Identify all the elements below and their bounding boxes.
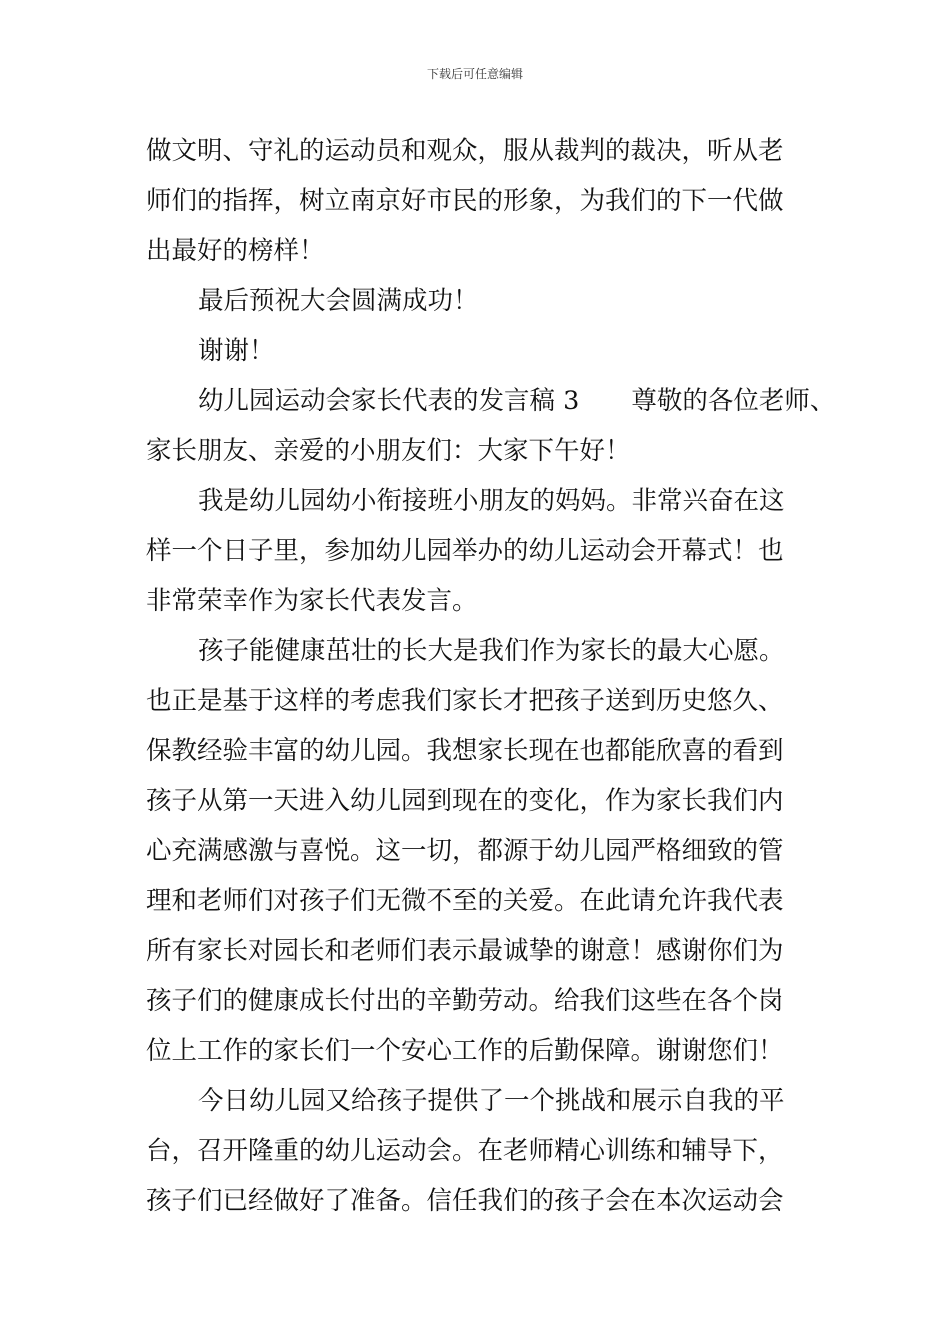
text-line: 理和老师们对孩子们无微不至的关爱。在此请允许我代表 — [146, 886, 784, 916]
text-line: 也正是基于这样的考虑我们家长才把孩子送到历史悠久、 — [146, 686, 784, 716]
text-line: 谢谢！ — [198, 336, 275, 366]
text-line: 我是幼儿园幼小衔接班小朋友的妈妈。非常兴奋在这 — [198, 486, 785, 516]
salutation-start: 尊敬的各位老师、 — [631, 386, 836, 416]
text-line: 今日幼儿园又给孩子提供了一个挑战和展示自我的平 — [198, 1086, 785, 1116]
text-line: 保教经验丰富的幼儿园。我想家长现在也都能欣喜的看到 — [146, 736, 784, 766]
text-line: 非常荣幸作为家长代表发言。 — [146, 586, 478, 616]
text-line: 做文明、守礼的运动员和观众，服从裁判的裁决，听从老 — [146, 136, 784, 166]
text-line: 孩子们的健康成长付出的辛勤劳动。给我们这些在各个岗 — [146, 986, 784, 1016]
heading-line — [146, 376, 836, 426]
text-line: 孩子们已经做好了准备。信任我们的孩子会在本次运动会 — [146, 1186, 784, 1216]
document-body — [146, 126, 836, 1226]
text-line: 家长朋友、亲爱的小朋友们：大家下午好！ — [146, 436, 631, 466]
text-line: 位上工作的家长们一个安心工作的后勤保障。谢谢您们！ — [146, 1036, 784, 1066]
text-line: 样一个日子里，参加幼儿园举办的幼儿运动会开幕式！也 — [146, 536, 784, 566]
text-line: 孩子从第一天进入幼儿园到现在的变化，作为家长我们内 — [146, 786, 784, 816]
text-line: 心充满感激与喜悦。这一切，都源于幼儿园严格细致的管 — [146, 836, 784, 866]
text-line: 台，召开隆重的幼儿运动会。在老师精心训练和辅导下， — [146, 1136, 784, 1166]
page-header: 下载后可任意编辑 — [426, 67, 523, 81]
text-line: 所有家长对园长和老师们表示最诚挚的谢意！感谢你们为 — [146, 936, 784, 966]
text-line: 孩子能健康茁壮的长大是我们作为家长的最大心愿。 — [198, 636, 785, 666]
text-line: 出最好的榜样！ — [146, 236, 325, 266]
text-line: 师们的指挥，树立南京好市民的形象，为我们的下一代做 — [146, 186, 784, 216]
text-line: 最后预祝大会圆满成功！ — [198, 286, 479, 316]
section-title: 幼儿园运动会家长代表的发言稿 3 — [198, 386, 580, 416]
